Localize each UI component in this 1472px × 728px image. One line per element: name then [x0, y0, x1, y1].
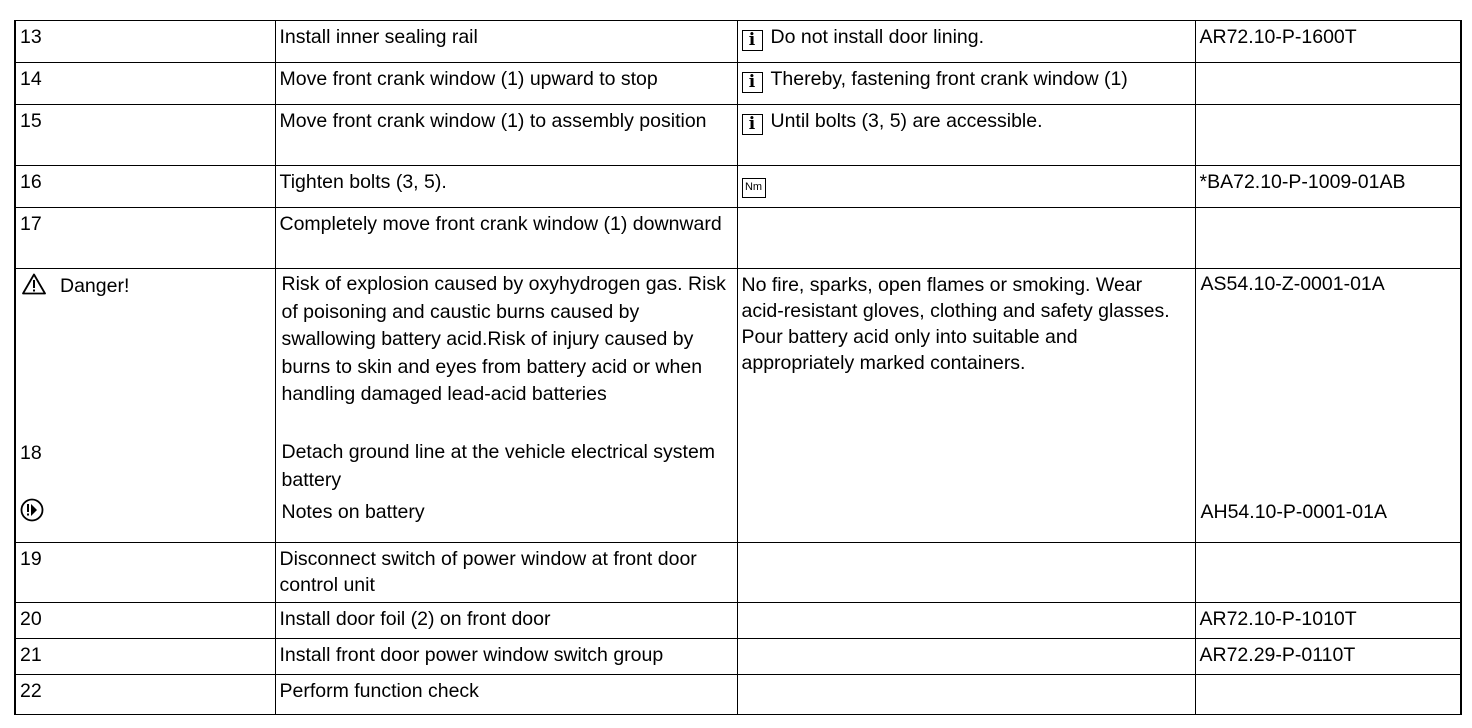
torque-icon: Nm — [742, 178, 766, 198]
table-row — [15, 675, 1461, 715]
step-note — [737, 603, 1195, 639]
step-number: 17 — [15, 208, 275, 269]
danger-text: Risk of explosion caused by oxyhydrogen gas. Risk of poisoning and caustic burns caused by swallowing battery acid.Risk of injury caused by burns to skin and eyes from battery acid or when handling damaged lead-acid batteries — [281, 273, 726, 405]
procedure-table — [14, 20, 1462, 715]
table-row — [15, 63, 1461, 105]
step-reference — [1195, 63, 1461, 105]
danger-step-column — [15, 269, 275, 543]
danger-label-wrap — [20, 273, 129, 299]
step-action: Disconnect switch of power window at front door control unit — [275, 543, 737, 603]
step-reference — [1195, 543, 1461, 603]
step-reference — [1195, 105, 1461, 166]
table-row — [15, 208, 1461, 269]
step-reference — [1195, 208, 1461, 269]
step-action: Install front door power window switch group — [275, 639, 737, 675]
danger-row — [15, 269, 1461, 543]
note-text: Thereby, fastening front crank window (1) — [770, 68, 1128, 90]
step-reference: AR72.10-P-1010T — [1195, 603, 1461, 639]
step-action: Move front crank window (1) to assembly position — [275, 105, 737, 166]
step-number: 13 — [15, 21, 275, 63]
step-note — [737, 675, 1195, 715]
step-number: 21 — [15, 639, 275, 675]
notes-text: Notes on battery — [281, 501, 425, 523]
table-row — [15, 166, 1461, 208]
table-row — [15, 21, 1461, 63]
notes-arrow-icon — [20, 498, 44, 522]
step-note — [737, 63, 1195, 105]
danger-action-column — [275, 269, 737, 543]
step-number: 19 — [15, 543, 275, 603]
step-action: Completely move front crank window (1) downward — [275, 208, 737, 269]
step-action: Install door foil (2) on front door — [275, 603, 737, 639]
step-number: 15 — [15, 105, 275, 166]
step-reference: AR72.29-P-0110T — [1195, 639, 1461, 675]
step-number: 20 — [15, 603, 275, 639]
table-row — [15, 105, 1461, 166]
danger-ref-column — [1195, 269, 1461, 543]
step-note — [737, 21, 1195, 63]
step-note — [737, 639, 1195, 675]
info-icon: i — [742, 30, 763, 51]
step-note — [737, 105, 1195, 166]
note-text: Do not install door lining. — [770, 26, 985, 48]
step-reference: AR72.10-P-1600T — [1195, 21, 1461, 63]
step-number: 18 — [20, 442, 42, 464]
step-note — [737, 543, 1195, 603]
step-number: 16 — [15, 166, 275, 208]
step-action: Move front crank window (1) upward to stop — [275, 63, 737, 105]
danger-reference: AS54.10-Z-0001-01A — [1200, 273, 1385, 295]
info-icon: i — [742, 114, 763, 135]
table-row — [15, 603, 1461, 639]
step-number: 22 — [15, 675, 275, 715]
step-note — [737, 208, 1195, 269]
step-action: Perform function check — [275, 675, 737, 715]
danger-measures-column — [737, 269, 1195, 543]
step-reference — [1195, 675, 1461, 715]
table-row — [15, 639, 1461, 675]
step-reference: *BA72.10-P-1009-01AB — [1195, 166, 1461, 208]
step-action: Install inner sealing rail — [275, 21, 737, 63]
step-action: Tighten bolts (3, 5). — [275, 166, 737, 208]
warning-triangle-icon — [22, 273, 46, 295]
step-action: Detach ground line at the vehicle electrical system battery — [281, 441, 716, 491]
step-number: 14 — [15, 63, 275, 105]
note-text: Until bolts (3, 5) are accessible. — [770, 110, 1043, 132]
danger-measures: No fire, sparks, open flames or smoking. Wear acid-resistant gloves, clothing and safety glasses. Pour battery acid only into suitable and appropriately marked containers. — [741, 274, 1170, 374]
step-note — [737, 166, 1195, 208]
info-icon: i — [742, 72, 763, 93]
notes-icon-wrap — [18, 498, 44, 525]
table-row — [15, 543, 1461, 603]
danger-label: Danger! — [60, 275, 130, 297]
notes-reference: AH54.10-P-0001-01A — [1200, 501, 1387, 523]
